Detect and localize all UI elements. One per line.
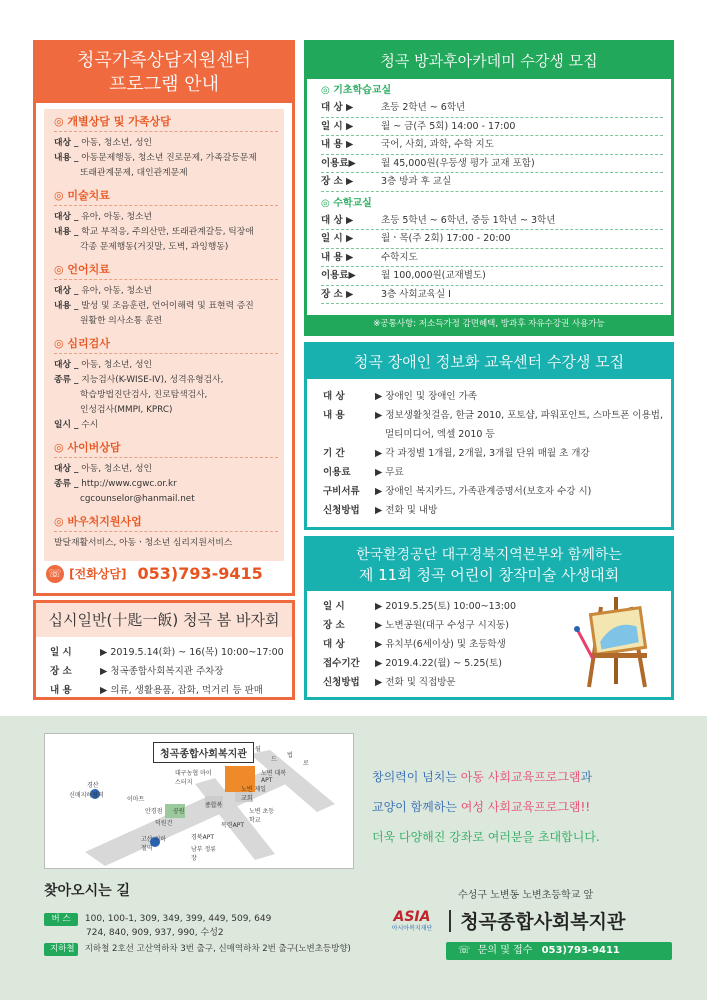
line-key: 내용 _ bbox=[54, 227, 79, 237]
art-contest-subtitle: 한국환경공단 대구경북지역본부와 함께하는 bbox=[356, 547, 622, 563]
line-value: 학교 부적응, 주의산만, 또래관계갈등, 틱장애 bbox=[81, 227, 254, 237]
art-contest-title: 제 11회 청곡 어린이 창작미술 사생대회 bbox=[358, 566, 620, 584]
line-key: 대상 _ bbox=[54, 286, 79, 296]
info-row bbox=[323, 406, 671, 425]
program-line bbox=[54, 225, 278, 240]
row-key: 내 용 bbox=[323, 410, 345, 421]
row-value: ▶ 장애인 및 장애인 가족 bbox=[375, 391, 477, 402]
program-line bbox=[54, 299, 278, 314]
class-row bbox=[321, 249, 663, 268]
program-line bbox=[54, 284, 278, 299]
row-value: 멀티미디어, 엑셀 2010 등 bbox=[385, 429, 495, 440]
row-key: 기 간 bbox=[323, 448, 345, 459]
program-line bbox=[54, 492, 278, 507]
academy-classes bbox=[307, 79, 671, 309]
row-value: ▶ 청곡종합사회복지관 주차장 bbox=[100, 666, 224, 677]
row-value: ▶ 노변공원(대구 수성구 시지동) bbox=[375, 620, 509, 631]
contact-label: 문의 및 접수 bbox=[477, 945, 533, 956]
line-value: 아동문제행동, 청소년 진로문제, 가족갈등문제 bbox=[81, 153, 257, 163]
row-value: ▶ 2019.4.22(월) ~ 5.25(토) bbox=[375, 658, 503, 669]
row-value: 초등 5학년 ~ 6학년, 중등 1학년 ~ 3학년 bbox=[381, 214, 556, 226]
program-title: ◎ 심리검사 bbox=[54, 335, 278, 354]
class-label: ◎ 수학교실 bbox=[321, 197, 372, 209]
class-label: ◎ 기초학습교실 bbox=[321, 85, 392, 96]
map-place: 법 bbox=[287, 752, 293, 759]
map-place: 공원 bbox=[173, 808, 185, 815]
phone-consult[interactable] bbox=[46, 563, 282, 583]
map-place: 대구농협 마이스터지 bbox=[175, 770, 212, 786]
class-row bbox=[321, 136, 663, 155]
academy-class bbox=[321, 83, 671, 192]
row-key: 대 상 bbox=[323, 639, 345, 650]
line-value: 아동, 청소년, 성인 bbox=[81, 360, 152, 370]
row-value: ▶ 2019.5.25(토) 10:00~13:00 bbox=[375, 601, 516, 612]
bus-routes-1: 100, 100-1, 309, 349, 399, 449, 509, 649 bbox=[84, 914, 272, 924]
bazaar-row bbox=[36, 662, 292, 681]
contact-phone: 053)793-9411 bbox=[541, 945, 620, 956]
asia-logo-text: ASIA bbox=[393, 908, 431, 925]
subway-info bbox=[44, 942, 374, 956]
program-line bbox=[54, 462, 278, 477]
program-line bbox=[54, 240, 278, 255]
line-key: 내용 _ bbox=[54, 301, 79, 311]
panel-subtitle: 프로그램 안내 bbox=[108, 74, 220, 95]
program-title: ◎ 언어치료 bbox=[54, 261, 278, 280]
contact-bar[interactable] bbox=[446, 942, 672, 960]
row-key: 내 용 bbox=[50, 685, 72, 696]
program-section bbox=[54, 335, 278, 433]
line-value: 지능검사(K-WISE-IV), 성격유형검사, bbox=[81, 375, 224, 385]
bazaar-row bbox=[36, 681, 292, 700]
row-key: 일 시 ▶ bbox=[321, 233, 354, 244]
row-key: 대 상 bbox=[323, 391, 345, 402]
line-key: 일시 _ bbox=[54, 420, 79, 430]
row-key: 이용료 bbox=[323, 467, 351, 478]
line-key: 대상 _ bbox=[54, 138, 79, 148]
row-key: 장 소 ▶ bbox=[321, 176, 354, 187]
row-key: 신청방법 bbox=[323, 505, 360, 516]
map-place: 드 bbox=[271, 756, 277, 763]
map-place: 고산 지하철역 bbox=[141, 836, 167, 852]
program-line bbox=[54, 388, 278, 403]
line-value: cgcounselor@hanmail.net bbox=[80, 494, 195, 504]
slogan-line-3: 더욱 다양해진 강좌로 여러분을 초대합니다. bbox=[372, 830, 600, 844]
academy-class bbox=[321, 196, 671, 305]
phone-label: [전화상담] bbox=[69, 567, 127, 581]
program-section bbox=[54, 113, 278, 181]
map-place: 로 bbox=[303, 760, 309, 767]
map-place: 경산 bbox=[87, 782, 99, 789]
program-line bbox=[54, 373, 278, 388]
program-line bbox=[54, 403, 278, 418]
program-section bbox=[54, 439, 278, 507]
row-key: 장 소 ▶ bbox=[321, 288, 354, 300]
line-value: 수시 bbox=[81, 420, 99, 430]
org-name: 청곡종합사회복지관 bbox=[460, 911, 626, 933]
row-value: ▶ 의류, 생활용품, 잡화, 먹거리 등 판매 bbox=[100, 685, 263, 696]
line-key: 대상 _ bbox=[54, 464, 79, 474]
info-row bbox=[323, 463, 671, 482]
row-value: ▶ 장애인 복지카드, 가족관계증명서(보호자 수강 시) bbox=[375, 486, 592, 497]
info-row bbox=[323, 444, 671, 463]
row-key: 이용료▶ bbox=[321, 270, 356, 281]
class-row bbox=[321, 212, 663, 231]
directions bbox=[44, 880, 374, 956]
map-place: 목련APT bbox=[221, 822, 244, 829]
map-place: 안경점 bbox=[145, 808, 163, 815]
line-value: 유아, 아동, 청소년 bbox=[81, 212, 152, 222]
map-place: 이마트 bbox=[127, 796, 145, 803]
directions-title: 찾아오시는 길 bbox=[44, 883, 131, 899]
slogan-line-1: 창의력이 넘치는 아동 사회교육프로그램과 bbox=[372, 770, 593, 784]
row-value: 수학지도 bbox=[381, 251, 418, 263]
line-value: 발달재활서비스, 아동ㆍ청소년 심리지원서비스 bbox=[54, 538, 233, 548]
program-line bbox=[54, 314, 278, 329]
row-value: ▶ 2019.5.14(화) ~ 16(목) 10:00~17:00 bbox=[100, 647, 284, 658]
line-key: 내용 _ bbox=[54, 153, 79, 163]
program-line bbox=[54, 418, 278, 433]
row-key: 대 상 ▶ bbox=[321, 214, 354, 226]
row-key: 장 소 bbox=[50, 666, 72, 677]
row-value: 월ㆍ목(주 2회) 17:00 - 20:00 bbox=[381, 233, 511, 244]
panel-header bbox=[36, 43, 292, 103]
bus-tag: 버 스 bbox=[44, 913, 78, 926]
row-key: 장 소 bbox=[323, 620, 345, 631]
program-section bbox=[54, 261, 278, 329]
row-key: 신청방법 bbox=[323, 677, 360, 688]
info-row bbox=[323, 482, 671, 501]
row-value: ▶ 유치부(6세이상) 및 초등학생 bbox=[375, 639, 506, 650]
panel-title: 청곡가족상담지원센터 bbox=[77, 50, 251, 71]
class-row bbox=[321, 173, 663, 192]
map-center-label: 청곡종합사회복지관 bbox=[153, 742, 254, 763]
program-line bbox=[54, 166, 278, 181]
line-key: 대상 _ bbox=[54, 212, 79, 222]
program-line bbox=[54, 151, 278, 166]
disabled-edu-panel bbox=[304, 342, 674, 530]
program-line bbox=[54, 136, 278, 151]
bus-routes-2: 724, 840, 909, 937, 990, 수성2 bbox=[86, 928, 224, 938]
row-key: 일 시 bbox=[323, 601, 345, 612]
class-row bbox=[321, 267, 663, 286]
map-place: 덕원건 bbox=[155, 820, 173, 827]
bus-info bbox=[44, 912, 374, 926]
subway-route: 지하철 2호선 고산역하차 3번 출구, 신매역하차 2번 출구(노변초등방향) bbox=[84, 944, 351, 954]
line-key: 종류 _ bbox=[54, 375, 79, 385]
program-title: ◎ 미술치료 bbox=[54, 187, 278, 206]
org-brand bbox=[384, 907, 684, 934]
program-line bbox=[54, 536, 278, 551]
row-key: 일 시 ▶ bbox=[321, 120, 354, 132]
line-value: 인성검사(MMPI, KPRC) bbox=[80, 405, 173, 415]
academy-title: 청곡 방과후아카데미 수강생 모집 bbox=[307, 43, 671, 79]
phone-icon: ☏ bbox=[46, 565, 64, 583]
line-value: 또래관계문제, 대인관계문제 bbox=[80, 168, 188, 178]
org-info bbox=[384, 886, 684, 960]
row-value: 국어, 사회, 과학, 수학 지도 bbox=[381, 139, 494, 150]
row-value: 3층 방과 후 교실 bbox=[381, 176, 452, 187]
map-place: 노변 대복APT bbox=[261, 770, 287, 784]
row-key: 일 시 bbox=[50, 647, 72, 658]
info-row bbox=[323, 425, 671, 444]
class-row bbox=[321, 118, 663, 137]
art-contest-header bbox=[307, 539, 671, 591]
info-row bbox=[323, 387, 671, 406]
row-value: ▶ 각 과정별 1개월, 2개월, 3개월 단위 매월 초 개강 bbox=[375, 448, 590, 459]
class-row bbox=[321, 286, 663, 305]
program-section bbox=[54, 513, 278, 551]
family-counseling-panel bbox=[33, 40, 295, 596]
program-line bbox=[54, 358, 278, 373]
row-value: 월 100,000원(교재별도) bbox=[381, 270, 486, 281]
row-key: 대 상 ▶ bbox=[321, 102, 354, 113]
disabled-edu-title: 청곡 장애인 정보화 교육센터 수강생 모집 bbox=[307, 345, 671, 379]
asia-logo-sub: 아시아복지재단 bbox=[391, 924, 433, 932]
slogan bbox=[372, 762, 682, 852]
program-title: ◎ 개별상담 및 가족상담 bbox=[54, 113, 278, 132]
program-list bbox=[44, 109, 284, 561]
line-value: 유아, 아동, 청소년 bbox=[81, 286, 152, 296]
program-title: ◎ 사이버상담 bbox=[54, 439, 278, 458]
row-value: ▶ 전화 및 내방 bbox=[375, 505, 438, 516]
map-place: 종합복 bbox=[205, 802, 223, 809]
row-value: 초등 2학년 ~ 6학년 bbox=[381, 102, 466, 113]
asia-logo bbox=[384, 909, 440, 933]
row-value: ▶ 정보생활첫걸음, 한글 2010, 포토샵, 파워포인트, 스마트폰 이용법, bbox=[375, 410, 663, 421]
line-key: 종류 _ bbox=[54, 479, 79, 489]
location-map[interactable] bbox=[44, 733, 354, 869]
academy-panel bbox=[304, 40, 674, 336]
class-row bbox=[321, 155, 663, 174]
row-key: 접수기간 bbox=[323, 658, 360, 669]
row-value: 월 ~ 금(주 5회) 14:00 - 17:00 bbox=[381, 120, 516, 132]
easel-illustration bbox=[571, 589, 661, 689]
map-place: 노변 초등학교 bbox=[249, 808, 275, 824]
bazaar-row bbox=[36, 643, 292, 662]
map-place: 월 bbox=[255, 746, 261, 753]
map-place: 경북APT bbox=[191, 834, 214, 841]
line-value: http://www.cgwc.or.kr bbox=[81, 479, 177, 489]
line-value: 아동, 청소년, 성인 bbox=[81, 464, 152, 474]
row-value: ▶ 무료 bbox=[375, 467, 404, 478]
class-row bbox=[321, 230, 663, 249]
bazaar-title: 십시일반(十匙一飯) 청곡 봄 바자회 bbox=[36, 603, 292, 637]
class-row bbox=[321, 99, 663, 118]
map-place: 신매지하철역 bbox=[69, 792, 104, 799]
divider bbox=[449, 910, 451, 932]
slogan-line-2: 교양이 함께하는 여성 사회교육프로그램!! bbox=[372, 800, 591, 814]
row-key: 내 용 ▶ bbox=[321, 251, 354, 263]
info-row bbox=[323, 501, 671, 520]
program-line bbox=[54, 210, 278, 225]
org-address: 수성구 노변동 노변초등학교 앞 bbox=[458, 890, 594, 901]
line-value: 아동, 청소년, 성인 bbox=[81, 138, 152, 148]
row-key: 이용료▶ bbox=[321, 157, 356, 169]
phone-number: 053)793-9415 bbox=[137, 564, 263, 583]
line-key: 대상 _ bbox=[54, 360, 79, 370]
row-key: 내 용 ▶ bbox=[321, 139, 354, 150]
row-value: 3층 사회교육실 I bbox=[381, 288, 451, 300]
program-section bbox=[54, 187, 278, 255]
program-line bbox=[54, 477, 278, 492]
line-value: 원활한 의사소통 훈련 bbox=[80, 316, 163, 326]
line-value: 학습방법진단검사, 진로탐색검사, bbox=[80, 390, 208, 400]
row-value: ▶ 전화 및 직접방문 bbox=[375, 677, 456, 688]
line-value: 발성 및 조음훈련, 언어이해력 및 표현력 증진 bbox=[81, 301, 254, 311]
academy-note: ※공통사항: 저소득가정 감면혜택, 방과후 자유수강권 사용가능 bbox=[307, 315, 671, 333]
row-key: 구비서류 bbox=[323, 486, 360, 497]
art-contest-panel bbox=[304, 536, 674, 700]
program-title: ◎ 바우처지원사업 bbox=[54, 513, 278, 532]
row-value: 월 45,000원(우등생 평가 교재 포함) bbox=[381, 157, 535, 169]
map-place: 남부 정류장 bbox=[191, 846, 217, 862]
phone-icon: ☏ bbox=[458, 945, 471, 956]
subway-tag: 지하철 bbox=[44, 943, 78, 956]
line-value: 각종 문제행동(거짓말, 도벽, 과잉행동) bbox=[80, 242, 229, 252]
bazaar-panel bbox=[33, 600, 295, 700]
map-place: 노변 제일교회 bbox=[241, 786, 267, 802]
bazaar-info bbox=[36, 637, 292, 700]
disabled-edu-info bbox=[307, 379, 671, 520]
